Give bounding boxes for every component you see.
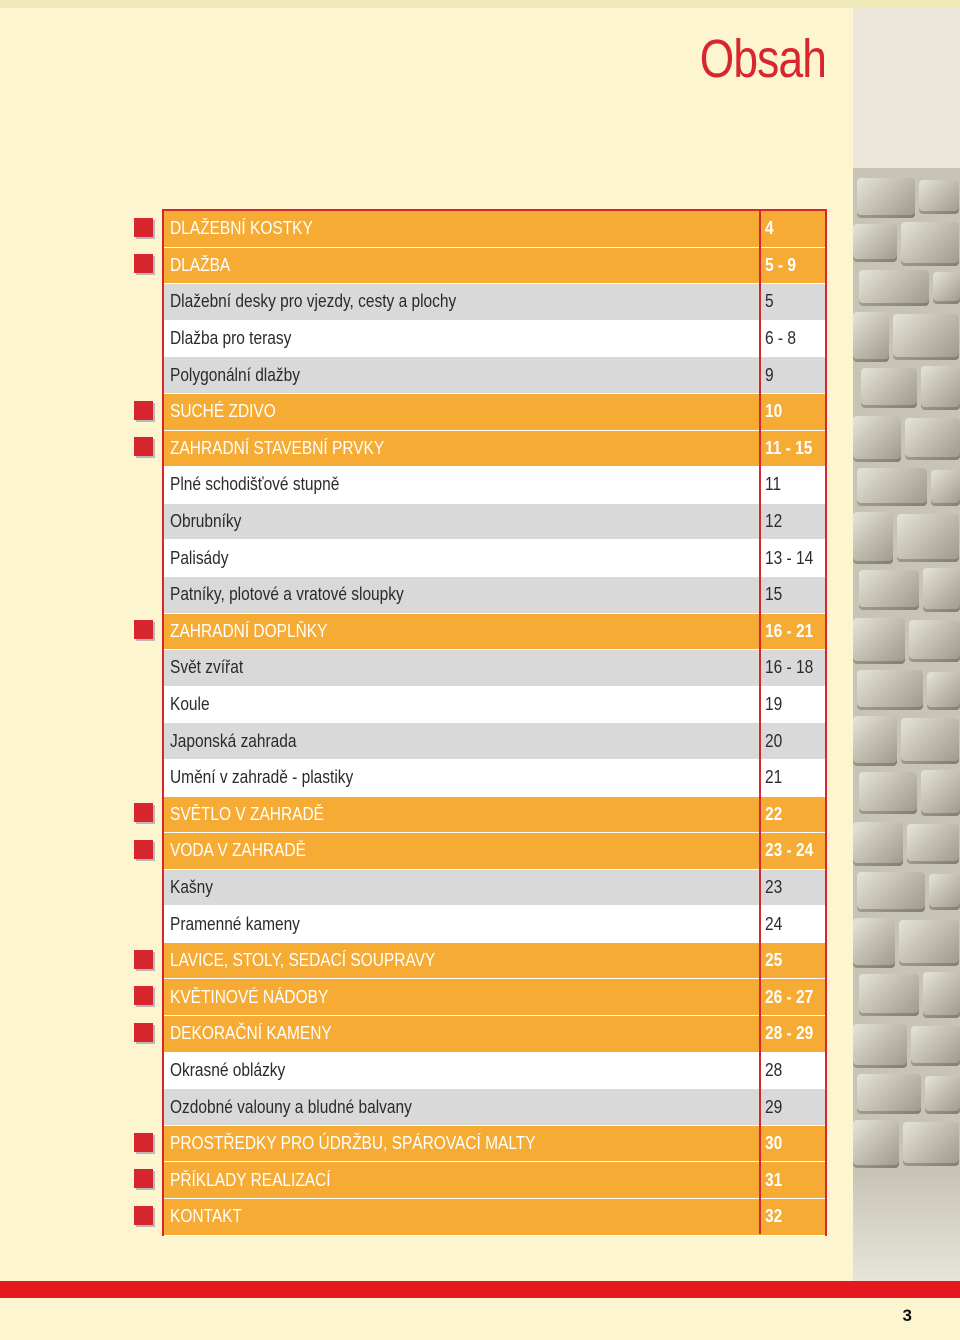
- toc-subitem-row[interactable]: [164, 723, 825, 760]
- stone: [909, 620, 960, 662]
- toc-entry-label: Koule: [170, 694, 210, 715]
- category-marker-icon: [134, 803, 153, 822]
- toc-subitem-row[interactable]: [164, 906, 825, 943]
- category-marker-icon: [134, 1169, 153, 1188]
- toc-entry-pages: 23: [765, 876, 783, 897]
- stone: [853, 416, 901, 462]
- toc-entry-label: Patníky, plotové a vratové sloupky: [170, 584, 404, 605]
- toc-entry-label: KONTAKT: [170, 1206, 242, 1227]
- toc-category-row[interactable]: [164, 614, 825, 651]
- toc-entry-label: ZAHRADNÍ DOPLŇKY: [170, 620, 328, 641]
- stone: [853, 1120, 899, 1168]
- stone: [853, 618, 905, 664]
- stone: [857, 178, 915, 218]
- toc-entry-pages: 11: [765, 474, 782, 495]
- toc-entry-label: Dlažební desky pro vjezdy, cesty a plochy: [170, 291, 457, 312]
- category-marker-icon: [134, 218, 153, 237]
- toc-entry-label: Polygonální dlažby: [170, 364, 300, 385]
- toc-subitem-row[interactable]: [164, 540, 825, 577]
- category-marker-icon: [134, 1023, 153, 1042]
- category-marker-icon: [134, 620, 153, 639]
- stone: [859, 974, 919, 1016]
- stone: [857, 468, 927, 506]
- toc-entry-pages: 30: [765, 1133, 783, 1154]
- toc-subitem-row[interactable]: [164, 1089, 825, 1126]
- stone: [921, 770, 960, 816]
- stone: [859, 772, 917, 814]
- page-number: 3: [902, 1306, 912, 1325]
- toc-subitem-row[interactable]: [164, 687, 825, 724]
- category-marker-icon: [134, 1133, 153, 1152]
- category-marker-icon: [134, 986, 153, 1005]
- toc-entry-pages: 15: [765, 584, 783, 605]
- toc-entry-pages: 16 - 18: [765, 657, 814, 678]
- toc-subitem-row[interactable]: [164, 504, 825, 541]
- toc-entry-pages: 20: [765, 730, 783, 751]
- bottom-red-bar: [0, 1281, 960, 1298]
- category-marker-icon: [134, 437, 153, 456]
- toc-entry-label: Pramenné kameny: [170, 913, 300, 934]
- category-marker-icon: [134, 1206, 153, 1225]
- toc-category-row[interactable]: [164, 431, 825, 468]
- toc-subitem-row[interactable]: [164, 577, 825, 614]
- toc-entry-label: ZAHRADNÍ STAVEBNÍ PRVKY: [170, 437, 385, 458]
- toc-entry-pages: 24: [765, 913, 783, 934]
- toc-category-row[interactable]: [164, 211, 825, 248]
- toc-entry-pages: 32: [765, 1206, 783, 1227]
- stone: [919, 180, 959, 214]
- toc-subitem-row[interactable]: [164, 650, 825, 687]
- table-of-contents: [162, 209, 827, 1236]
- stone: [923, 568, 960, 612]
- stone: [857, 1074, 921, 1114]
- toc-entry-label: PŘÍKLADY REALIZACÍ: [170, 1169, 331, 1190]
- toc-entry-pages: 5: [765, 291, 774, 312]
- toc-entry-label: Plné schodišťové stupně: [170, 474, 340, 495]
- stone: [907, 824, 959, 864]
- stone-panel-top: [853, 8, 960, 168]
- toc-entry-pages: 22: [765, 803, 783, 824]
- toc-category-row[interactable]: [164, 943, 825, 980]
- stone: [897, 514, 959, 562]
- toc-entry-label: Svět zvířat: [170, 657, 244, 678]
- toc-entry-label: Obrubníky: [170, 511, 242, 532]
- toc-entry-label: KVĚTINOVÉ NÁDOBY: [170, 986, 329, 1007]
- toc-entry-label: SUCHÉ ZDIVO: [170, 401, 276, 422]
- toc-entry-pages: 9: [765, 364, 774, 385]
- toc-category-row[interactable]: [164, 1126, 825, 1163]
- stone: [853, 918, 895, 968]
- toc-entry-pages: 31: [765, 1169, 783, 1190]
- stone: [911, 1026, 960, 1066]
- stone: [853, 312, 889, 362]
- stone: [859, 570, 919, 610]
- toc-entry-label: Ozdobné valouny a bludné balvany: [170, 1096, 412, 1117]
- toc-entry-label: Japonská zahrada: [170, 730, 297, 751]
- toc-category-row[interactable]: [164, 797, 825, 834]
- toc-entry-pages: 21: [765, 767, 783, 788]
- toc-subitem-row[interactable]: [164, 321, 825, 358]
- toc-category-row[interactable]: [164, 979, 825, 1016]
- page-title: Obsah: [699, 29, 826, 89]
- toc-category-row[interactable]: [164, 248, 825, 285]
- stone: [861, 368, 917, 408]
- stone: [903, 1122, 959, 1166]
- category-marker-icon: [134, 254, 153, 273]
- stone: [853, 1024, 907, 1068]
- toc-entry-pages: 5 - 9: [765, 254, 796, 275]
- toc-entry-label: Umění v zahradě - plastiky: [170, 767, 354, 788]
- toc-entry-pages: 4: [765, 218, 774, 239]
- toc-entry-label: VODA V ZAHRADĚ: [170, 840, 306, 861]
- stone: [853, 716, 897, 766]
- toc-subitem-row[interactable]: [164, 284, 825, 321]
- stone: [925, 1076, 960, 1114]
- stone: [899, 920, 959, 966]
- toc-entry-label: Palisády: [170, 547, 229, 568]
- toc-category-row[interactable]: [164, 833, 825, 870]
- stone: [923, 972, 960, 1018]
- category-marker-icon: [134, 401, 153, 420]
- toc-entry-pages: 16 - 21: [765, 620, 814, 641]
- toc-entry-pages: 28 - 29: [765, 1023, 814, 1044]
- toc-entry-label: Kašny: [170, 876, 214, 897]
- stone: [901, 222, 959, 266]
- toc-entry-pages: 19: [765, 694, 783, 715]
- stone: [905, 418, 960, 460]
- stone-wall-image: [853, 8, 960, 1298]
- toc-entry-pages: 10: [765, 401, 783, 422]
- stone: [859, 270, 929, 306]
- toc-entry-pages: 12: [765, 511, 783, 532]
- top-strip: [0, 0, 960, 8]
- toc-category-row[interactable]: [164, 1016, 825, 1053]
- toc-entry-label: Okrasné oblázky: [170, 1059, 286, 1080]
- column-divider: [759, 211, 761, 1234]
- stone: [927, 672, 960, 710]
- toc-subitem-row[interactable]: [164, 357, 825, 394]
- stone: [853, 822, 903, 866]
- toc-entry-label: PROSTŘEDKY PRO ÚDRŽBU, SPÁROVACÍ MALTY: [170, 1133, 536, 1154]
- toc-rows: [164, 211, 825, 1236]
- stone: [853, 224, 897, 262]
- toc-entry-label: LAVICE, STOLY, SEDACÍ SOUPRAVY: [170, 950, 436, 971]
- toc-entry-label: SVĚTLO V ZAHRADĚ: [170, 803, 324, 824]
- stone-panel-bottom: [853, 1178, 960, 1298]
- toc-entry-pages: 13 - 14: [765, 547, 814, 568]
- toc-entry-pages: 11 - 15: [765, 437, 813, 458]
- stone: [933, 272, 960, 304]
- toc-entry-pages: 28: [765, 1059, 783, 1080]
- toc-entry-pages: 25: [765, 950, 783, 971]
- stone: [901, 718, 959, 764]
- toc-subitem-row[interactable]: [164, 870, 825, 907]
- category-marker-icon: [134, 840, 153, 859]
- toc-entry-label: DLAŽEBNÍ KOSTKY: [170, 218, 313, 239]
- toc-category-row[interactable]: [164, 1199, 825, 1236]
- stone: [893, 314, 959, 360]
- stone: [921, 366, 960, 410]
- toc-entry-pages: 6 - 8: [765, 328, 796, 349]
- toc-category-row[interactable]: [164, 1162, 825, 1199]
- category-marker-icon: [134, 950, 153, 969]
- stone: [857, 872, 925, 912]
- toc-entry-label: DEKORAČNÍ KAMENY: [170, 1023, 332, 1044]
- toc-entry-pages: 29: [765, 1096, 783, 1117]
- toc-entry-pages: 26 - 27: [765, 986, 814, 1007]
- toc-entry-label: Dlažba pro terasy: [170, 328, 292, 349]
- toc-entry-label: DLAŽBA: [170, 254, 231, 275]
- toc-entry-pages: 23 - 24: [765, 840, 814, 861]
- stone: [931, 470, 960, 506]
- toc-subitem-row[interactable]: [164, 760, 825, 797]
- stone: [853, 512, 893, 564]
- toc-subitem-row[interactable]: [164, 1053, 825, 1090]
- toc-category-row[interactable]: [164, 394, 825, 431]
- stone: [857, 670, 923, 710]
- toc-subitem-row[interactable]: [164, 467, 825, 504]
- stone: [929, 874, 960, 910]
